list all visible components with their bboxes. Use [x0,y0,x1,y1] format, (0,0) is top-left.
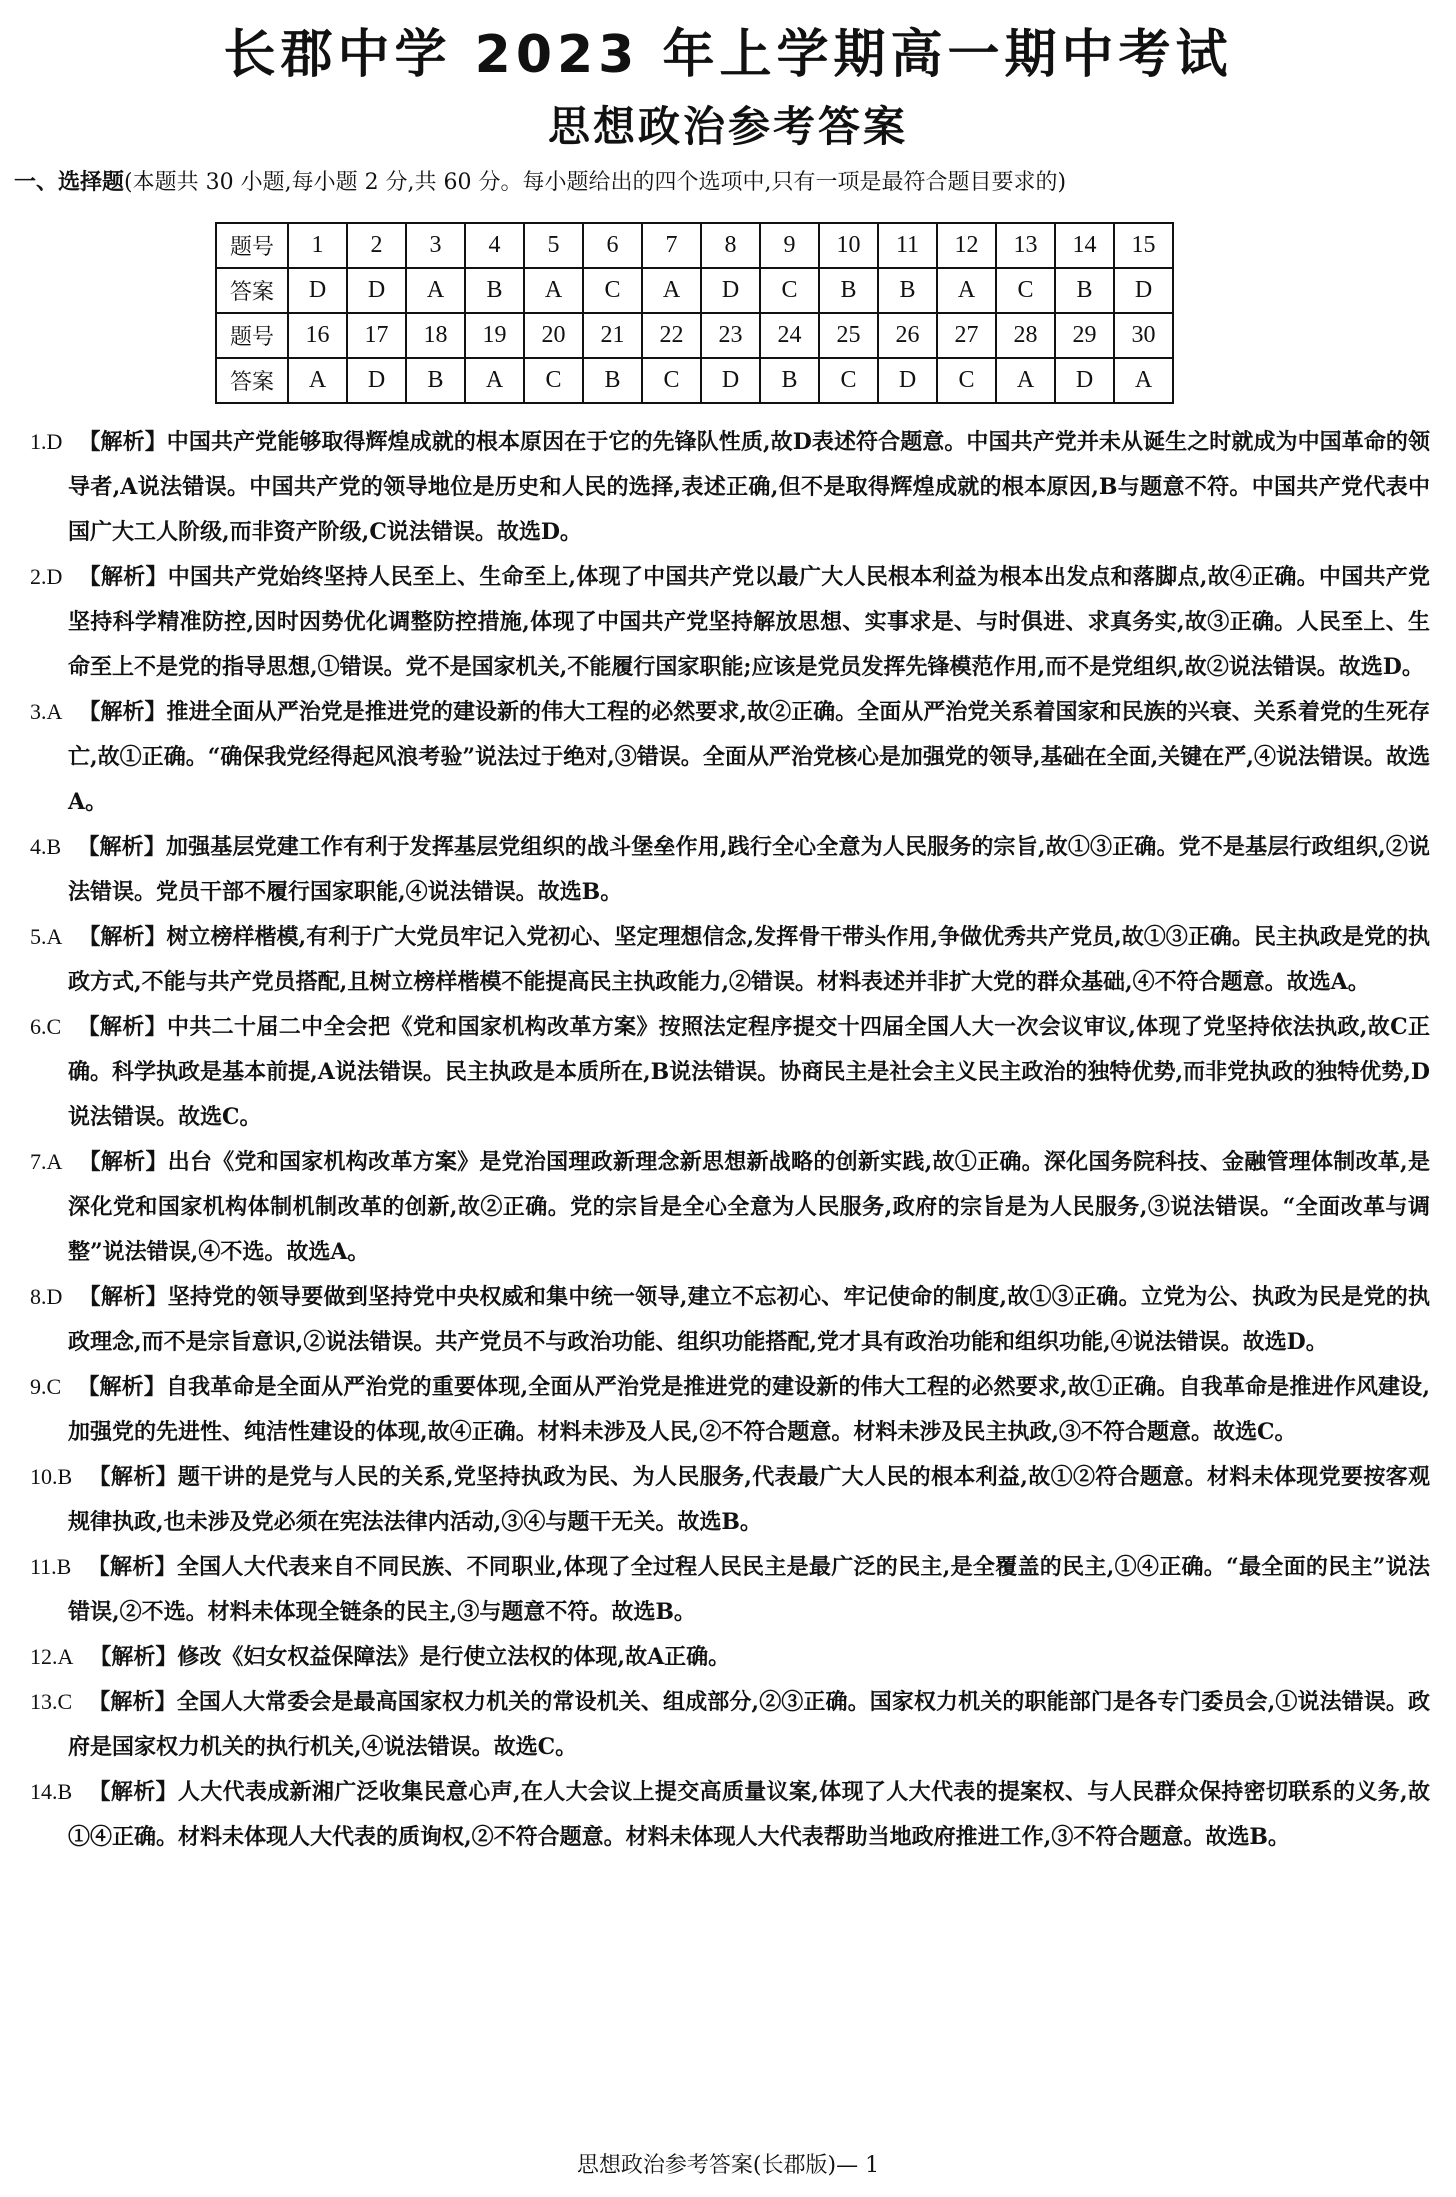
row-label: 题号 [216,223,288,268]
explanation-text: 中国共产党始终坚持人民至上、生命至上,体现了中国共产党以最广大人民根本利益为根本出发点和落脚点,故④正确。中国共产党坚持科学精准防控,因时因势优化调整防控措施,体现了中国共产党坚持解放思想、实事求是、与时俱进、求真务实,故③正确。人民至上、生命至上不是党的指导思想,①错误。党不是国家机关,不能履行国家职能;应该是党员发挥先锋模范作用,而不是党组织,故②说法错误。故选D。 [68,564,1430,680]
explanation-text: 坚持党的领导要做到坚持党中央权威和集中统一领导,建立不忘初心、牢记使命的制度,故①③正确。立党为公、执政为民是党的执政理念,而不是宗旨意识,②说法错误。共产党员不与政治功能、组织功能搭配,党才具有政治功能和组织功能,④说法错误。故选D。 [68,1284,1430,1355]
question-number-cell: 23 [701,313,760,358]
question-number-cell: 30 [1114,313,1173,358]
explanation-text: 中共二十届二中全会把《党和国家机构改革方案》按照法定程序提交十四届全国人大一次会议审议,体现了党坚持依法执政,故C正确。科学执政是基本前提,A说法错误。民主执政是本质所在,B说法错误。协商民主是社会主义民主政治的独特优势,而非党执政的独特优势,D说法错误。故选C。 [68,1014,1430,1130]
explanation-item [30,1365,1430,1455]
section-heading [14,166,1444,199]
question-answer-key: 12.A [30,1644,74,1669]
question-number-cell: 5 [524,223,583,268]
explanation-text: 全国人大常委会是最高国家权力机关的常设机关、组成部分,②③正确。国家权力机关的职能部门是各专门委员会,①说法错误。政府是国家权力机关的执行机关,④说法错误。故选C。 [68,1689,1430,1760]
explanation-item [30,1455,1430,1545]
question-answer-key: 3.A [30,699,63,724]
question-answer-key: 5.A [30,924,63,949]
question-answer-key: 13.C [30,1689,73,1714]
analysis-tag: 【解析】 [88,1689,177,1715]
answer-cell: A [288,358,347,403]
answer-row [216,268,1173,313]
answer-cell: C [642,358,701,403]
explanation-item [30,1635,1430,1680]
explanation-text: 中国共产党能够取得辉煌成就的根本原因在于它的先锋队性质,故D表述符合题意。中国共产党并未从诞生之时就成为中国革命的领导者,A说法错误。中国共产党的领导地位是历史和人民的选择,表述正确,但不是取得辉煌成就的根本原因,B与题意不符。中国共产党代表中国广大工人阶级,而非资产阶级,C说法错误。故选D。 [68,429,1430,545]
question-answer-key: 7.A [30,1149,63,1174]
explanation-item [30,1005,1430,1140]
question-number-cell: 8 [701,223,760,268]
analysis-tag: 【解析】 [77,1014,167,1040]
question-number-cell: 11 [878,223,937,268]
explanation-text: 人大代表成新湘广泛收集民意心声,在人大会议上提交高质量议案,体现了人大代表的提案权、与人民群众保持密切联系的义务,故①④正确。材料未体现人大代表的质询权,②不符合题意。材料未体现人大代表帮助当地政府推进工作,③不符合题意。故选B。 [68,1779,1430,1850]
question-answer-key: 8.D [30,1284,63,1309]
answer-cell: B [878,268,937,313]
answer-cell: C [524,358,583,403]
question-number-cell: 9 [760,223,819,268]
answer-cell: C [760,268,819,313]
question-number-cell: 20 [524,313,583,358]
answer-cell: A [937,268,996,313]
explanation-text: 全国人大代表来自不同民族、不同职业,体现了全过程人民民主是最广泛的民主,是全覆盖的民主,①④正确。“最全面的民主”说法错误,②不选。材料未体现全链条的民主,③与题意不符。故选B。 [68,1554,1430,1625]
answer-cell: B [819,268,878,313]
question-number-cell: 25 [819,313,878,358]
question-number-cell: 17 [347,313,406,358]
answer-cell: A [642,268,701,313]
document-subtitle: 思想政治参考答案 [547,102,908,151]
answer-cell: D [288,268,347,313]
explanation-item [30,690,1430,825]
answer-cell: A [524,268,583,313]
answer-cell: D [347,358,406,403]
section-instruction: (本题共 30 小题,每小题 2 分,共 60 分。每小题给出的四个选项中,只有一项是最符合题目要求的) [124,170,1067,195]
question-number-cell: 6 [583,223,642,268]
explanation-text: 加强基层党建工作有利于发挥基层党组织的战斗堡垒作用,践行全心全意为人民服务的宗旨,故①③正确。党不是基层行政组织,②说法错误。党员干部不履行国家职能,④说法错误。故选B。 [68,834,1430,905]
question-number-cell: 19 [465,313,524,358]
analysis-tag: 【解析】 [88,1779,178,1805]
answer-cell: A [996,358,1055,403]
question-number-cell: 18 [406,313,465,358]
question-number-cell: 16 [288,313,347,358]
question-number-cell: 2 [347,223,406,268]
question-number-cell: 28 [996,313,1055,358]
explanation-item [30,1680,1430,1770]
answer-cell: C [819,358,878,403]
question-number-cell: 22 [642,313,701,358]
analysis-tag: 【解析】 [88,1464,178,1490]
analysis-tag: 【解析】 [77,834,166,860]
answer-cell: B [760,358,819,403]
question-number-cell: 27 [937,313,996,358]
answer-row [216,358,1173,403]
explanation-text: 推进全面从严治党是推进党的建设新的伟大工程的必然要求,故②正确。全面从严治党关系着国家和民族的兴衰、关系着党的生死存亡,故①正确。“确保我党经得起风浪考验”说法过于绝对,③错误。全面从严治党核心是加强党的领导,基础在全面,关键在严,④说法错误。故选A。 [68,699,1430,815]
analysis-tag: 【解析】 [78,699,167,725]
question-number-row [216,223,1173,268]
question-answer-key: 4.B [30,834,62,859]
question-number-cell: 13 [996,223,1055,268]
analysis-tag: 【解析】 [78,429,167,455]
answer-cell: C [583,268,642,313]
answer-cell: B [406,358,465,403]
explanation-text: 题干讲的是党与人民的关系,党坚持执政为民、为人民服务,代表最广大人民的根本利益,故①②符合题意。材料未体现党要按客观规律执政,也未涉及党必须在宪法法律内活动,③④与题干无关。故选B。 [68,1464,1430,1535]
explanation-item [30,1770,1430,1860]
analysis-tag: 【解析】 [87,1554,177,1580]
answer-cell: D [1055,358,1114,403]
answer-cell: D [701,358,760,403]
analysis-tag: 【解析】 [78,1284,168,1310]
analysis-tag: 【解析】 [89,1644,178,1670]
question-number-cell: 21 [583,313,642,358]
answer-cell: B [465,268,524,313]
question-number-cell: 12 [937,223,996,268]
explanation-item [30,420,1430,555]
question-answer-key: 9.C [30,1374,62,1399]
explanation-item [30,555,1430,690]
page-footer: 思想政治参考答案(长郡版)— 1 [576,2153,880,2178]
question-answer-key: 11.B [30,1554,72,1579]
question-number-row [216,313,1173,358]
answer-cell: D [1114,268,1173,313]
explanation-item [30,1545,1430,1635]
question-number-cell: 1 [288,223,347,268]
row-label: 答案 [216,358,288,403]
question-number-cell: 7 [642,223,701,268]
answer-cell: A [465,358,524,403]
explanation-list [30,420,1430,1860]
explanation-item [30,825,1430,915]
question-number-cell: 26 [878,313,937,358]
answer-cell: C [996,268,1055,313]
question-number-cell: 10 [819,223,878,268]
answer-cell: D [878,358,937,403]
answer-cell: B [583,358,642,403]
answer-cell: B [1055,268,1114,313]
question-answer-key: 2.D [30,564,63,589]
explanation-item [30,915,1430,1005]
answer-cell: C [937,358,996,403]
document-title: 长郡中学 2023 年上学期高一期中考试 [223,25,1233,85]
question-answer-key: 10.B [30,1464,73,1489]
question-number-cell: 29 [1055,313,1114,358]
row-label: 答案 [216,268,288,313]
explanation-item [30,1275,1430,1365]
analysis-tag: 【解析】 [78,1149,168,1175]
analysis-tag: 【解析】 [78,564,168,590]
question-answer-key: 6.C [30,1014,62,1039]
section-heading-label: 一、选择题 [14,169,125,195]
question-number-cell: 24 [760,313,819,358]
question-answer-key: 1.D [30,429,63,454]
question-answer-key: 14.B [30,1779,73,1804]
explanation-text: 树立榜样楷模,有利于广大党员牢记入党初心、坚定理想信念,发挥骨干带头作用,争做优秀共产党员,故①③正确。民主执政是党的执政方式,不能与共产党员搭配,且树立榜样楷模不能提高民主执政能力,②错误。材料表述并非扩大党的群众基础,④不符合题意。故选A。 [68,924,1430,995]
row-label: 题号 [216,313,288,358]
question-number-cell: 14 [1055,223,1114,268]
question-number-cell: 4 [465,223,524,268]
answer-cell: D [347,268,406,313]
explanation-item [30,1140,1430,1275]
explanation-text: 自我革命是全面从严治党的重要体现,全面从严治党是推进党的建设新的伟大工程的必然要求,故①正确。自我革命是推进作风建设,加强党的先进性、纯洁性建设的体现,故④正确。材料未涉及人民,②不符合题意。材料未涉及民主执政,③不符合题意。故选C。 [68,1374,1430,1445]
question-number-cell: 3 [406,223,465,268]
question-number-cell: 15 [1114,223,1173,268]
analysis-tag: 【解析】 [77,1374,166,1400]
explanation-text: 修改《妇女权益保障法》是行使立法权的体现,故A正确。 [177,1644,731,1670]
answer-cell: D [701,268,760,313]
answer-cell: A [1114,358,1173,403]
answer-table [215,222,1174,404]
analysis-tag: 【解析】 [78,924,167,950]
answer-cell: A [406,268,465,313]
explanation-text: 出台《党和国家机构改革方案》是党治国理政新理念新思想新战略的创新实践,故①正确。深化国务院科技、金融管理体制改革,是深化党和国家机构体制机制改革的创新,故②正确。党的宗旨是全心全意为人民服务,政府的宗旨是为人民服务,③说法错误。“全面改革与调整”说法错误,④不选。故选A。 [68,1149,1430,1265]
